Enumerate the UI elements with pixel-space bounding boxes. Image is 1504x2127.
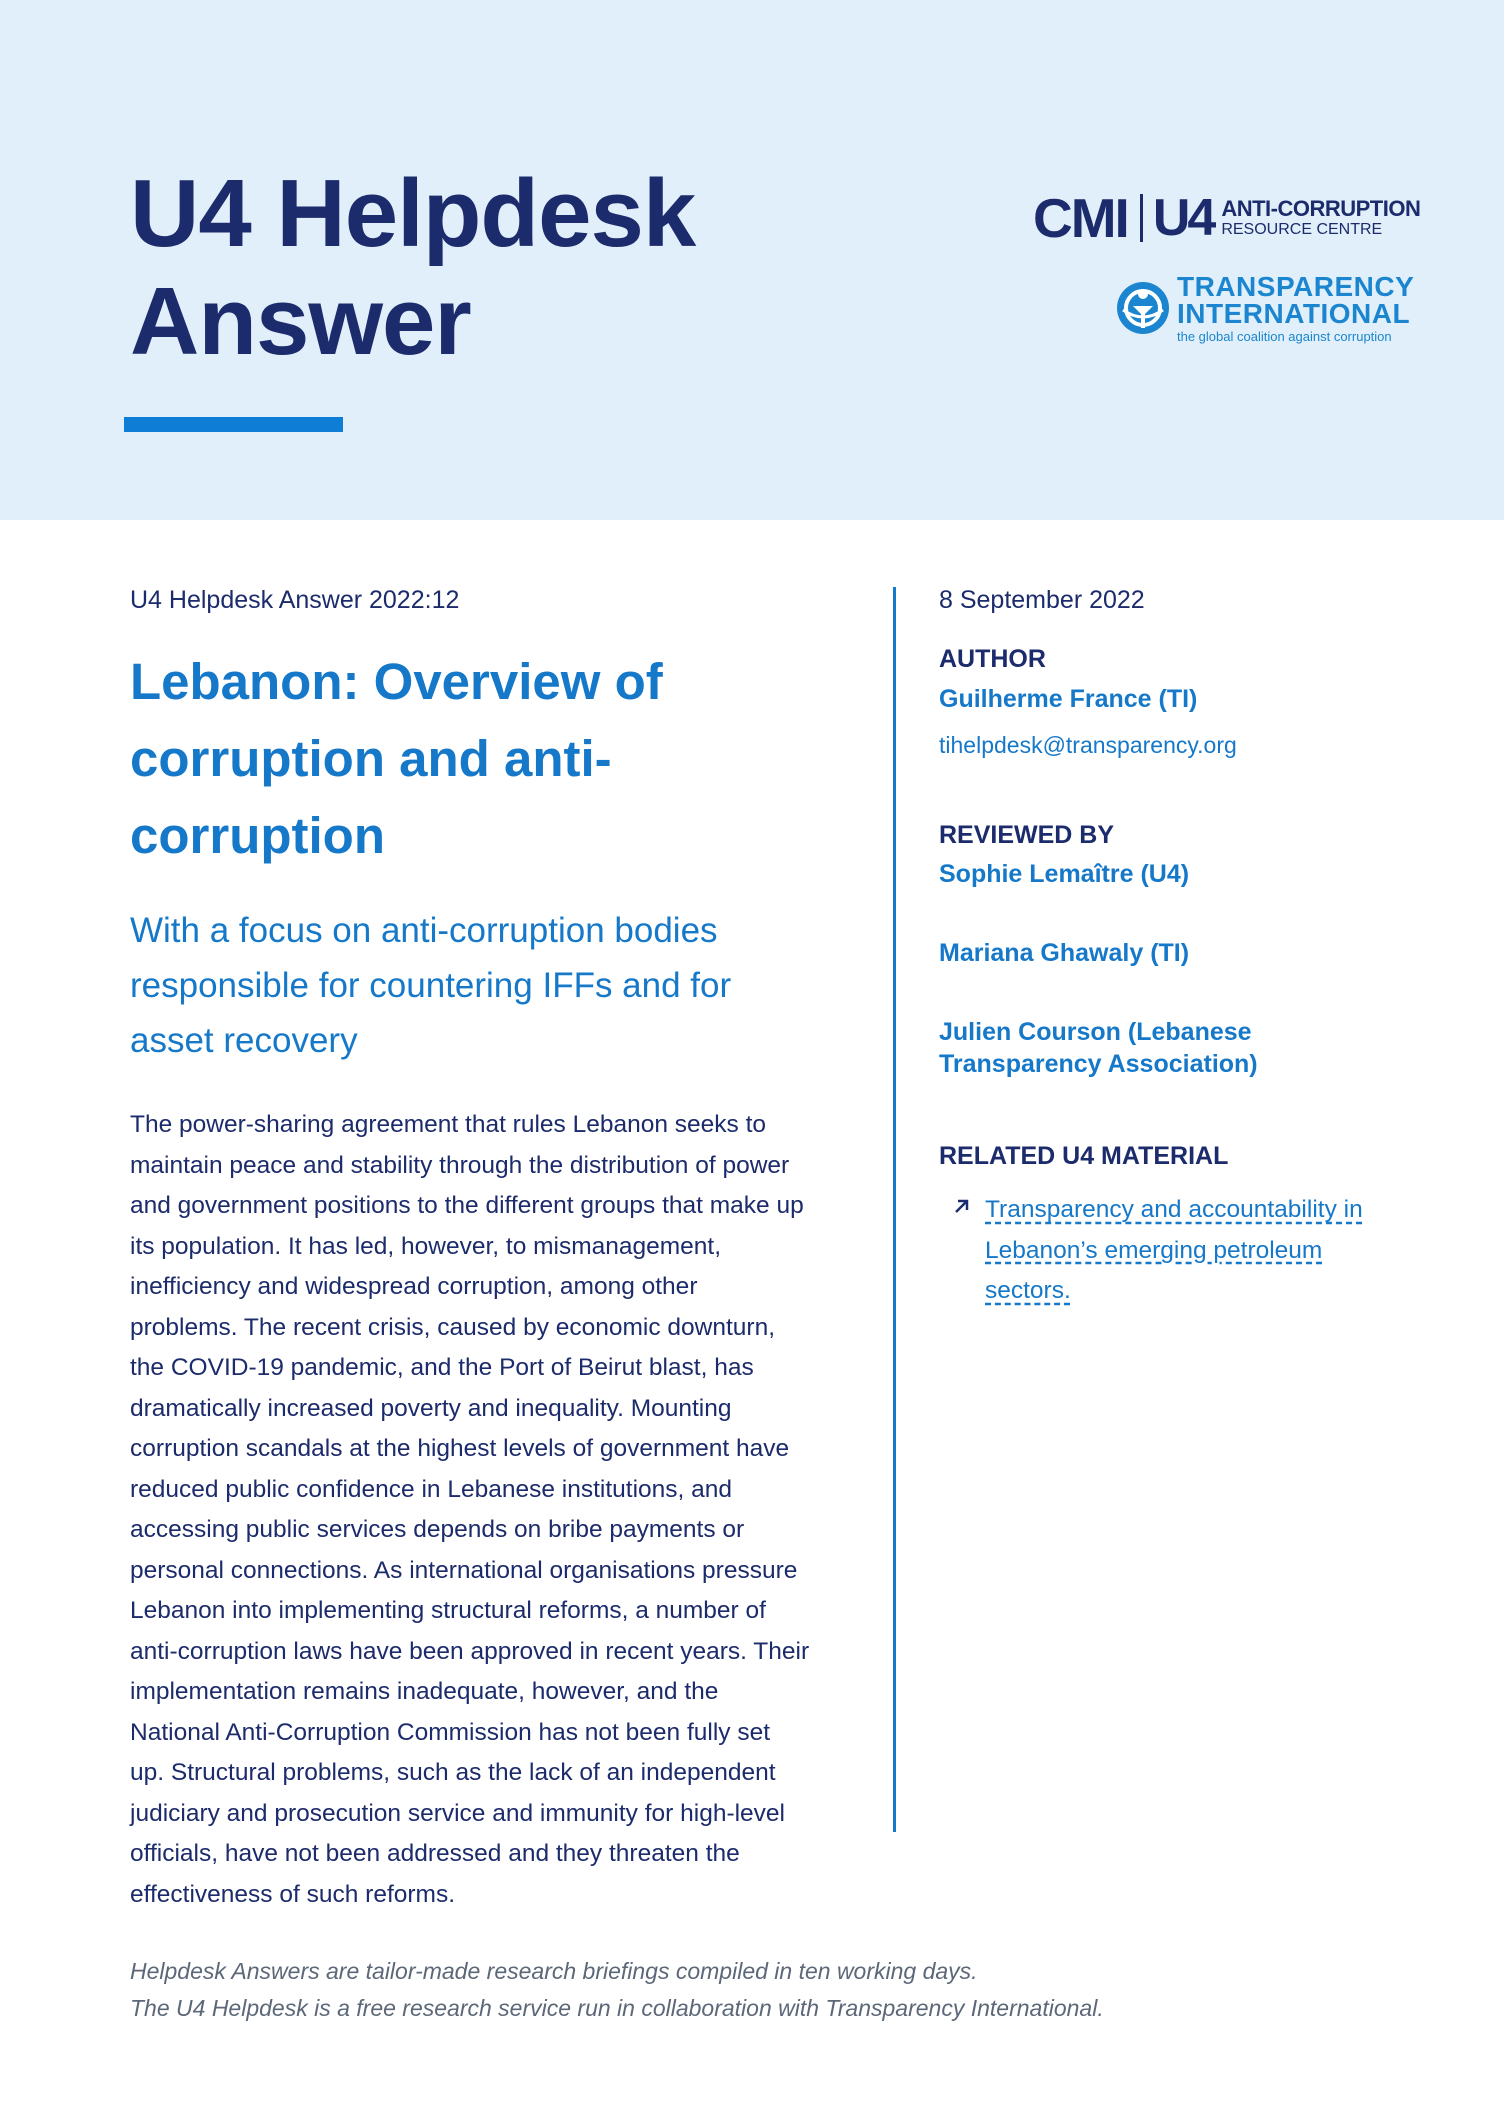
document-subtitle: With a focus on anti-corruption bodies responsible for countering IFFs and for asset recovery (130, 911, 732, 1060)
ti-tagline: the global coalition against corruption (1177, 329, 1392, 344)
ti-wordmark-line-2: INTERNATIONAL (1177, 298, 1411, 329)
related-material-link[interactable]: Transparency and accountability in Lebanon’s emerging petroleum sectors. (985, 1196, 1363, 1304)
footer-line-2: The U4 Helpdesk is a free research service run in collaboration with Transparency International. (130, 1995, 1104, 2021)
reviewer-name: Julien Courson (Lebanese Transparency Association) (939, 1018, 1258, 1078)
reviewed-by-label: REVIEWED BY (939, 821, 1115, 849)
external-arrow-icon (939, 1190, 985, 1216)
page-title-line-2: Answer (130, 268, 471, 375)
related-material-item[interactable] (939, 1190, 1379, 1312)
publication-date: 8 September 2022 (939, 586, 1145, 614)
page-title-line-1: U4 Helpdesk (130, 160, 696, 267)
page-title (130, 160, 695, 376)
reviewer-name: Mariana Ghawaly (TI) (939, 939, 1190, 967)
ti-wordmark (1177, 273, 1414, 343)
author-label: AUTHOR (939, 645, 1046, 673)
transparency-international-logo (1115, 273, 1414, 343)
summary-paragraph: The power-sharing agreement that rules Lebanon seeks to maintain peace and stability through the distribution of power and government positions to the different groups that make up its population. It has led, however, to mismanagement, inefficiency and widespread corruption, among other problems. The recent crisis, caused by economic downturn, the COVID-19 pandemic, and the Port of Beirut blast, has dramatically increased poverty and inequality. Mounting corruption scandals at the highest levels of government have reduced public confidence in Lebanese institutions, and accessing public services depends on bribe payments or personal connections. As international organisations pressure Lebanon into implementing structural reforms, a number of anti-corruption laws have been approved in recent years. Their implementation remains inadequate, however, and the National Anti-Corruption Commission has not been fully set up. Structural problems, such as the lack of an independent judiciary and prosecution service and immunity for high-level officials, have not been addressed and they threaten the effectiveness of such reforms. (130, 1111, 810, 1908)
cmi-u4-logo (1033, 187, 1421, 249)
anti-corruption-block (1221, 198, 1420, 238)
document-id: U4 Helpdesk Answer 2022:12 (130, 586, 460, 614)
related-material-label: RELATED U4 MATERIAL (939, 1142, 1229, 1170)
header-band (0, 0, 1504, 520)
author-email-link[interactable]: tihelpdesk@transparency.org (939, 732, 1237, 758)
anti-corruption-label: ANTI-CORRUPTION (1221, 196, 1421, 221)
logo-divider (1140, 194, 1143, 242)
ti-globe-icon (1115, 280, 1171, 336)
title-underline-bar (124, 417, 343, 432)
footer-note (130, 1953, 1330, 2027)
cmi-logo-text: CMI (1033, 187, 1128, 249)
footer-line-1: Helpdesk Answers are tailor-made research briefings compiled in ten working days. (130, 1958, 978, 1984)
ti-wordmark-line-1: TRANSPARENCY (1177, 271, 1415, 302)
u4-logo-text: U4 (1152, 189, 1214, 247)
resource-centre-label: RESOURCE CENTRE (1221, 221, 1383, 238)
document-title: Lebanon: Overview of corruption and anti-corruption (130, 653, 663, 864)
reviewer-name: Sophie Lemaître (U4) (939, 860, 1190, 888)
author-name: Guilherme France (TI) (939, 685, 1198, 713)
column-divider (893, 587, 896, 1832)
